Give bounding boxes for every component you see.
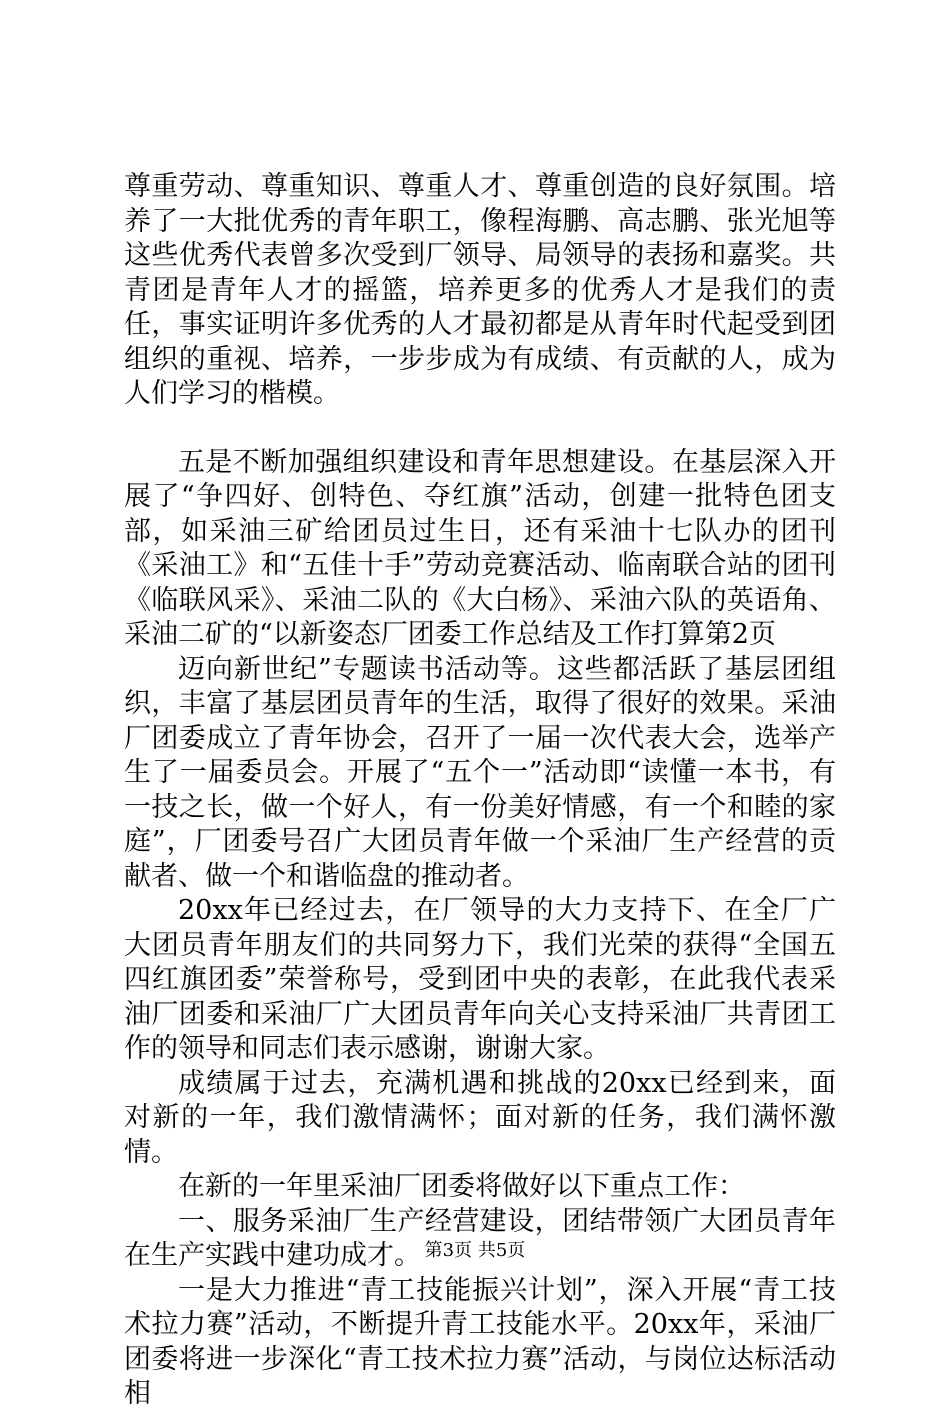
paragraph: 尊重劳动、尊重知识、尊重人才、尊重创造的良好氛围。培养了一大批优秀的青年职工，像程海鹏、高志鹏、张光旭等这些优秀代表曾多次受到厂领导、局领导的表扬和嘉奖。共青团是青年人才的摇篮，培养更多的优秀人才是我们的责任，事实证明许多优秀的人才最初都是从青年时代起受到团组织的重视、培养，一步步成为有成绩、有贡献的人，成为人们学习的楷模。 (124, 171, 836, 409)
paragraph: 20xx年已经过去，在厂领导的大力支持下、在全厂广大团员青年朋友们的共同努力下，我们光荣的获得“全国五四红旗团委”荣誉称号，受到团中央的表彰，在此我代表采油厂团委和采油厂广大团员青年向关心支持采油厂共青团工作的领导和同志们表示感谢，谢谢大家。 (124, 895, 836, 1064)
document-body (124, 170, 836, 1412)
paragraph: 一是大力推进“青工技能振兴计划”，深入开展“青工技术拉力赛”活动，不断提升青工技能水平。20xx年，采油厂团委将进一步深化“青工技术拉力赛”活动，与岗位达标活动相 (124, 1274, 836, 1409)
paragraph: 一、服务采油厂生产经营建设，团结带领广大团员青年在生产实践中建功成才。 (124, 1205, 836, 1271)
paragraph: 迈向新世纪”专题读书活动等。这些都活跃了基层团组织，丰富了基层团员青年的生活，取得了很好的效果。采油厂团委成立了青年协会，召开了一届一次代表大会，选举产生了一届委员会。开展了“五个一”活动即“读懂一本书，有一技之长，做一个好人，有一份美好情感，有一个和睦的家庭”，厂团委号召广大团员青年做一个采油厂生产经营的贡献者、做一个和谐临盘的推动者。 (124, 653, 836, 892)
paragraph-spacer (124, 412, 836, 446)
paragraph: 五是不断加强组织建设和青年思想建设。在基层深入开展了“争四好、创特色、夺红旗”活动，创建一批特色团支部，如采油三矿给团员过生日，还有采油十七队办的团刊《采油工》和“五佳十手”劳动竞赛活动、临南联合站的团刊《临联风采》、采油二队的《大白杨》、采油六队的英语角、采油二矿的“以新姿态厂团委工作总结及工作打算第2页 (124, 446, 836, 650)
page-number-footer: 第3页 共5页 (424, 1240, 526, 1261)
paragraph: 成绩属于过去，充满机遇和挑战的20xx已经到来，面对新的一年，我们激情满怀；面对新的任务，我们满怀激情。 (124, 1067, 836, 1168)
paragraph: 在新的一年里采油厂团委将做好以下重点工作： (178, 1171, 745, 1202)
